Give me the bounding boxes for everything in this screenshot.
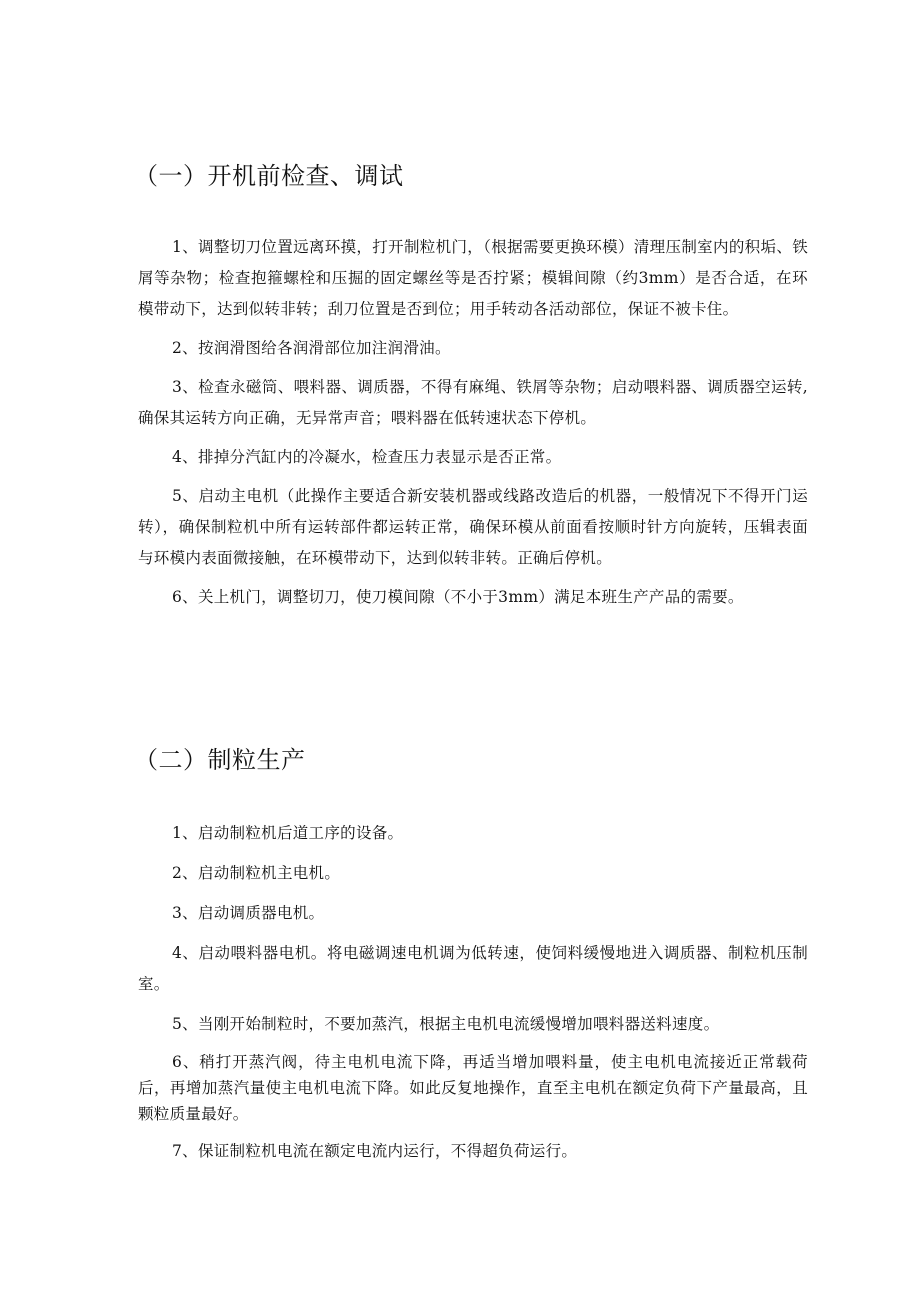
paragraph-item: 2、按润滑图给各润滑部位加注润滑油。 <box>172 339 451 357</box>
paragraph-item: 7、保证制粒机电流在额定电流内运行，不得超负荷运行。 <box>172 1142 578 1160</box>
paragraph-item: 2、启动制粒机主电机。 <box>172 864 341 882</box>
paragraph-item: 6、关上机门，调整切刀，使刀模间隙（不小于3mm）满足本班生产产品的需要。 <box>172 588 744 606</box>
paragraph-item: 6、稍打开蒸汽阀，待主电机电流下降，再适当增加喂料量，使主电机电流接近正常载荷后，再增加蒸汽量使主电机电流下降。如此反复地操作，直至主电机在额定负荷下产量最高，且颗粒质量最好。 <box>138 1053 808 1123</box>
paragraph-item: 3、启动调质器电机。 <box>172 904 325 922</box>
paragraph-item: 3、检查永磁筒、喂料器、调质器，不得有麻绳、铁屑等杂物；启动喂料器、调质器空运转,确保其运转方向正确，无异常声音；喂料器在低转速状态下停机。 <box>138 378 808 427</box>
section-pellet-production <box>134 742 808 1176</box>
paragraph-item: 5、当刚开始制粒时，不要加蒸汽，根据主电机电流缓慢增加喂料器送料速度。 <box>172 1015 720 1033</box>
paragraph-item: 1、启动制粒机后道工序的设备。 <box>172 824 404 842</box>
paragraph-item: 4、排掉分汽缸内的冷凝水，检查压力表显示是否正常。 <box>172 448 562 466</box>
section-startup-check <box>134 158 808 621</box>
paragraph-item: 4、启动喂料器电机。将电磁调速电机调为低转速，使饲料缓慢地进入调质器、制粒机压制室。 <box>138 944 808 993</box>
paragraph-item: 5、启动主电机（此操作主要适合新安装机器或线路改造后的机器，一般情况下不得开门运转），确保制粒机中所有运转部件都运转正常，确保环模从前面看按顺时针方向旋转，压辑表面与环模内表面微接触，在环模带动下，达到似转非转。正确后停机。 <box>138 487 808 567</box>
section-heading: （二）制粒生产 <box>134 746 306 774</box>
section-items <box>138 818 808 1167</box>
section-heading: （一）开机前检查、调试 <box>134 162 404 190</box>
paragraph-item: 1、调整切刀位置远离环摸，打开制粒机门，（根据需要更换环模）清理压制室内的积垢、铁屑等杂物；检查抱箍螺栓和压掘的固定螺丝等是否拧紧；模辑间隙（约3mm）是否合适，在环模带动下，达到似转非转；刮刀位置是否到位；用手转动各活动部位，保证不被卡住。 <box>138 238 808 318</box>
section-items <box>138 232 808 613</box>
